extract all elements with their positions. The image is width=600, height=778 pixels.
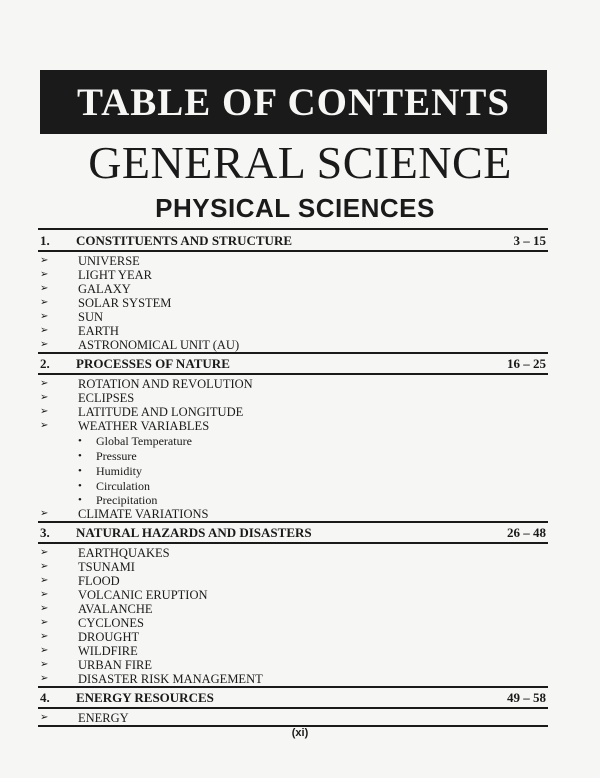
topic-label: SUN	[78, 310, 104, 324]
topic-label: WEATHER VARIABLES	[78, 419, 210, 433]
chapter-number: 2.	[40, 356, 50, 371]
arrow-bullet-icon: ➢	[40, 631, 49, 642]
topic-label: UNIVERSE	[78, 254, 140, 268]
subtopic-label: Pressure	[96, 449, 137, 463]
dot-bullet-icon: •	[78, 450, 82, 462]
arrow-bullet-icon: ➢	[40, 325, 49, 336]
area-title: PHYSICAL SCIENCES	[155, 193, 435, 223]
chapter-heading[interactable]	[38, 524, 548, 542]
topic-label: URBAN FIRE	[78, 658, 152, 672]
dot-bullet-icon: •	[78, 465, 82, 477]
arrow-bullet-icon: ➢	[40, 603, 49, 614]
arrow-bullet-icon: ➢	[40, 561, 49, 572]
arrow-bullet-icon: ➢	[40, 311, 49, 322]
dot-bullet-icon: •	[78, 435, 82, 447]
topic-label: DROUGHT	[78, 630, 140, 644]
arrow-bullet-icon: ➢	[40, 659, 49, 670]
topic-label: TSUNAMI	[78, 560, 135, 574]
chapter-pages: 16 – 25	[507, 356, 546, 371]
arrow-bullet-icon: ➢	[40, 712, 49, 723]
dot-bullet-icon: •	[78, 494, 82, 506]
topic-label: WILDFIRE	[78, 644, 138, 658]
chapter-pages: 3 – 15	[513, 233, 546, 248]
chapter-title: ENERGY RESOURCES	[76, 690, 214, 705]
topic-label: EARTHQUAKES	[78, 546, 170, 560]
arrow-bullet-icon: ➢	[40, 617, 49, 628]
chapter-number: 1.	[40, 233, 50, 248]
arrow-bullet-icon: ➢	[40, 547, 49, 558]
arrow-bullet-icon: ➢	[40, 420, 49, 431]
arrow-bullet-icon: ➢	[40, 645, 49, 656]
chapter-heading[interactable]	[38, 689, 548, 707]
topic-label: ECLIPSES	[78, 391, 135, 405]
topic-label: FLOOD	[78, 574, 120, 588]
page-number: (xi)	[291, 727, 309, 739]
chapter-rule	[38, 542, 548, 544]
topic-label: ROTATION AND REVOLUTION	[78, 377, 253, 391]
chapter-rule	[38, 250, 548, 252]
arrow-bullet-icon: ➢	[40, 283, 49, 294]
arrow-bullet-icon: ➢	[40, 406, 49, 417]
subtopic-label: Circulation	[96, 479, 150, 493]
topic-label: ASTRONOMICAL UNIT (AU)	[78, 338, 240, 352]
topic-label: LATITUDE AND LONGITUDE	[78, 405, 244, 419]
arrow-bullet-icon: ➢	[40, 589, 49, 600]
topic-label: GALAXY	[78, 282, 131, 296]
chapter-rule	[38, 352, 548, 354]
toc-banner	[40, 70, 547, 134]
topic-label: VOLCANIC ERUPTION	[78, 588, 208, 602]
subtopic-label: Global Temperature	[96, 434, 192, 448]
arrow-bullet-icon: ➢	[40, 339, 49, 350]
chapter-number: 3.	[40, 525, 50, 540]
chapter-rule	[38, 521, 548, 523]
chapter-number: 4.	[40, 690, 50, 705]
topic-label: EARTH	[78, 324, 119, 338]
topic-label: AVALANCHE	[78, 602, 153, 616]
chapter-pages: 26 – 48	[507, 525, 546, 540]
topic-label: DISASTER RISK MANAGEMENT	[78, 672, 263, 686]
chapter-rule	[38, 686, 548, 688]
subtopic-label: Precipitation	[96, 493, 158, 507]
chapter-rule	[38, 228, 548, 230]
arrow-bullet-icon: ➢	[40, 269, 49, 280]
topic-label: CLIMATE VARIATIONS	[78, 507, 209, 521]
chapter-rule	[38, 707, 548, 709]
chapter-rule	[38, 373, 548, 375]
arrow-bullet-icon: ➢	[40, 673, 49, 684]
chapter-title: NATURAL HAZARDS AND DISASTERS	[76, 525, 312, 540]
banner-title: TABLE OF CONTENTS	[76, 80, 511, 124]
subject-title: GENERAL SCIENCE	[88, 137, 512, 188]
arrow-bullet-icon: ➢	[40, 378, 49, 389]
chapter-title: CONSTITUENTS AND STRUCTURE	[76, 233, 292, 248]
dot-bullet-icon: •	[78, 480, 82, 492]
chapter-title: PROCESSES OF NATURE	[76, 356, 230, 371]
arrow-bullet-icon: ➢	[40, 508, 49, 519]
arrow-bullet-icon: ➢	[40, 297, 49, 308]
chapter-pages: 49 – 58	[507, 690, 546, 705]
subtopic-label: Humidity	[96, 464, 143, 478]
topic-label: CYCLONES	[78, 616, 144, 630]
arrow-bullet-icon: ➢	[40, 255, 49, 266]
chapter-heading[interactable]	[38, 355, 548, 373]
arrow-bullet-icon: ➢	[40, 575, 49, 586]
topic-label: LIGHT YEAR	[78, 268, 152, 282]
topic-label: ENERGY	[78, 711, 129, 725]
arrow-bullet-icon: ➢	[40, 392, 49, 403]
chapter-heading[interactable]	[38, 232, 548, 250]
topic-label: SOLAR SYSTEM	[78, 296, 172, 310]
